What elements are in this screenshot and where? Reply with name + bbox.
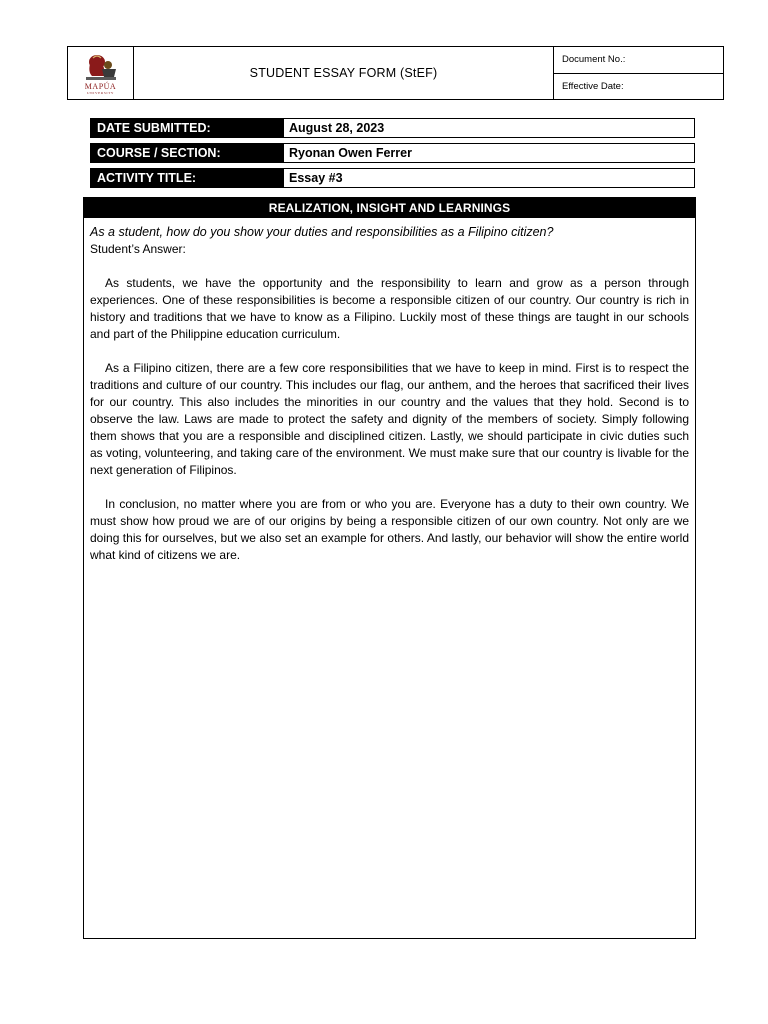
essay-paragraph: As students, we have the opportunity and the responsibility to learn and grow as a person through experiences. One of these responsibilities is become a responsible citizen of our country. Our country is rich in history and traditions that we have to know as a Filipino. Luckily most of these things are taught in our schools and part of the Philippine education curriculum. bbox=[90, 276, 689, 341]
document-number-label: Document No.: bbox=[562, 54, 626, 66]
essay-question: As a student, how do you show your duties and responsibilities as a Filipino citizen? bbox=[90, 225, 554, 239]
effective-date-label: Effective Date: bbox=[554, 73, 723, 100]
answer-label: Student’s Answer: bbox=[90, 242, 186, 256]
form-title: STUDENT ESSAY FORM (StEF) bbox=[134, 47, 554, 99]
essay-paragraph: As a Filipino citizen, there are a few core responsibilities that we have to keep in mind. First is to respect the traditions and culture of our country. This includes our flag, our anthem, and the heroes that sacrificed their lives for our country. This also includes the minorities in our country and the values that they hold. Second is to observe the law. Laws are made to protect the safety and dignity of the members of society. Simply following them shows that you are a responsible and disciplined citizen. Lastly, we should participate in civic duties such as voting, volunteering, and taking care of the environment. We must make sure that our country is livable for the next generation of Filipinos. bbox=[90, 361, 689, 477]
date-submitted-value: August 28, 2023 bbox=[289, 121, 385, 135]
essay-body bbox=[84, 218, 695, 564]
activity-title-value: Essay #3 bbox=[289, 171, 343, 185]
date-submitted-label: DATE SUBMITTED: bbox=[91, 119, 284, 137]
form-header bbox=[67, 46, 724, 100]
logo-cell bbox=[68, 47, 134, 99]
document-meta bbox=[554, 47, 723, 99]
activity-title-row bbox=[90, 168, 695, 188]
logo-subtext: UNIVERSITY bbox=[87, 90, 114, 95]
date-submitted-row bbox=[90, 118, 695, 138]
logo-wordmark: MAPÚA bbox=[84, 81, 117, 91]
university-seal-icon bbox=[82, 52, 120, 82]
essay-section bbox=[83, 197, 696, 939]
course-section-label: COURSE / SECTION: bbox=[91, 144, 284, 162]
activity-title-label: ACTIVITY TITLE: bbox=[91, 169, 284, 187]
course-section-row bbox=[90, 143, 695, 163]
essay-section-heading: REALIZATION, INSIGHT AND LEARNINGS bbox=[84, 198, 695, 218]
essay-paragraph: In conclusion, no matter where you are from or who you are. Everyone has a duty to their own country. We must show how proud we are of our origins by being a responsible citizen of our own country. Not only are we doing this for ourselves, but we also set an example for others. And lastly, our behavior will show the entire world what kind of citizens we are. bbox=[90, 497, 689, 562]
course-section-value: Ryonan Owen Ferrer bbox=[289, 146, 412, 160]
